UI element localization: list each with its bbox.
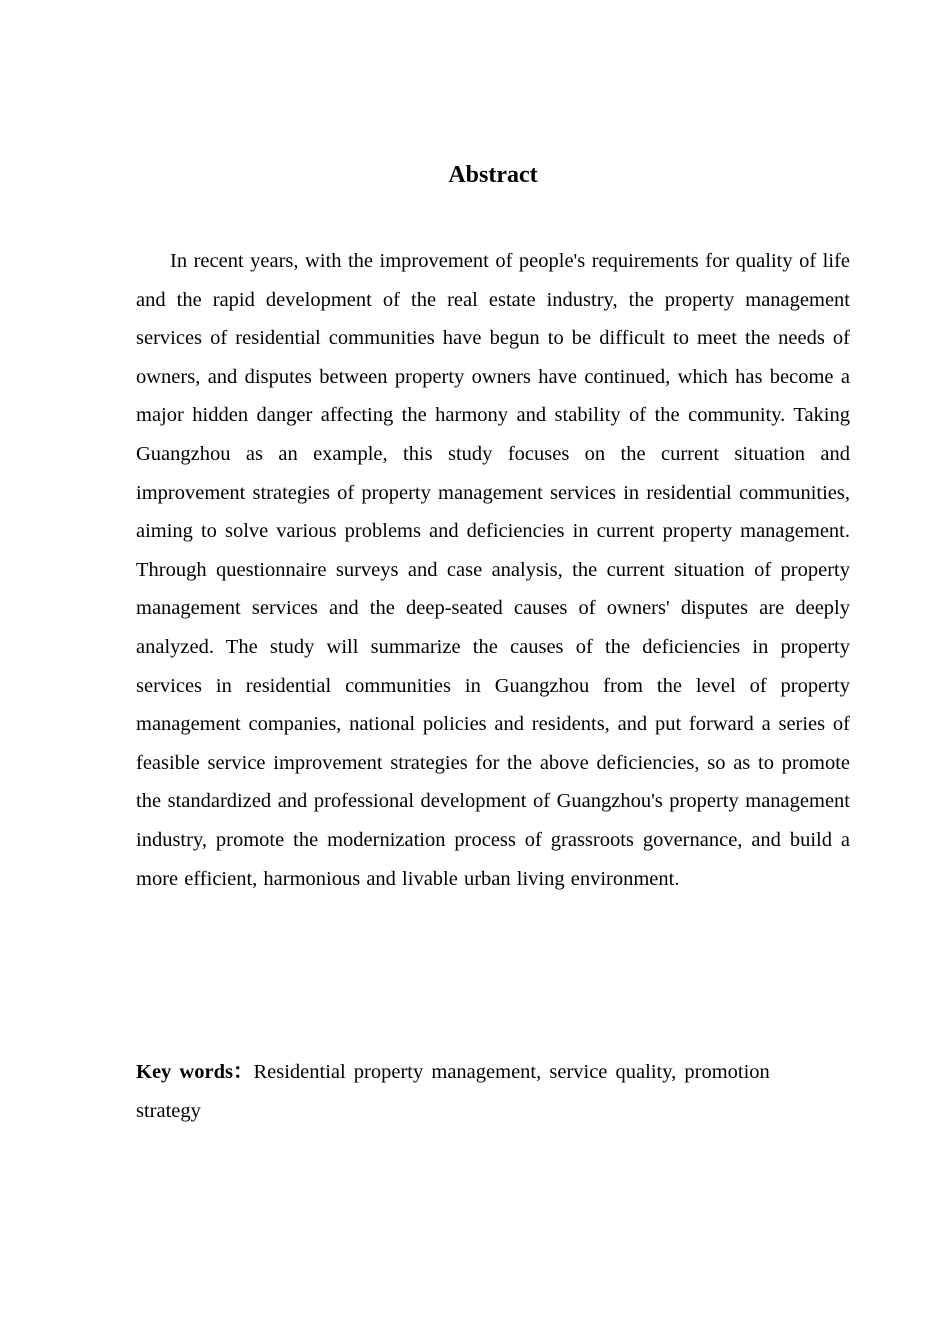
keywords-paragraph <box>136 1053 836 1131</box>
page-title: Abstract <box>448 162 538 188</box>
abstract-body: In recent years, with the improvement of people's requirements for quality of life and the rapid development of the real estate industry, the property management services of residential communities have begun to be difficult to meet the needs of owners, and disputes between property owners have continued, which has become a major hidden danger affecting the harmony and stability of the community. Taking Guangzhou as an example, this study focuses on the current situation and improvement strategies of property management services in residential communities, aiming to solve various problems and deficiencies in current property management. Through questionnaire surveys and case analysis, the current situation of property management services and the deep-seated causes of owners' disputes are deeply analyzed. The study will summarize the causes of the deficiencies in property services in residential communities in Guangzhou from the level of property management companies, national policies and residents, and put forward a series of feasible service improvement strategies for the above deficiencies, so as to promote the standardized and professional development of Guangzhou's property management industry, promote the modernization process of grassroots governance, and build a more efficient, harmonious and livable urban living environment. <box>136 250 850 890</box>
keywords-label: Key words： <box>136 1061 254 1083</box>
keywords-text: Residential property management, service quality, promotion strategy <box>136 1061 770 1122</box>
